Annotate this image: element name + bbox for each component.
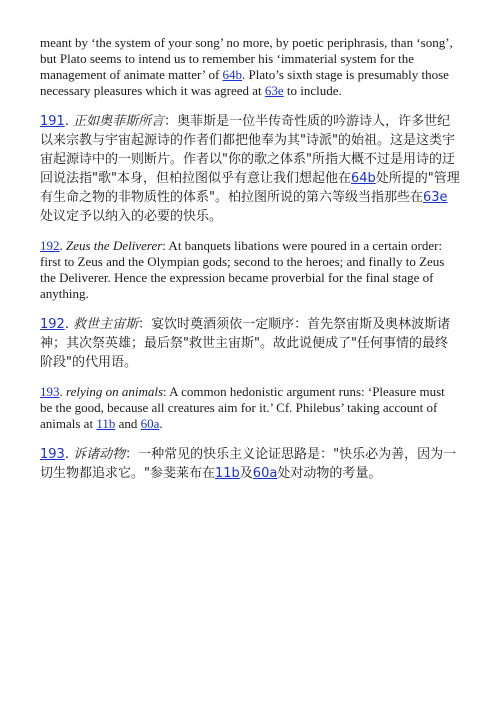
ref-link-63e[interactable]: 63e	[264, 83, 284, 98]
note-separator: .	[59, 238, 66, 253]
note-text-1: ：宴饮时奠酒须依一定顺序：首先祭宙斯及奥林波斯诸神；其次祭英雄；最后祭"救世主宙斯"。故此说便成了"任何事情的最终阶段"的代用语。	[40, 317, 451, 370]
note-text-1: : A common hedonistic argument runs: ‘Pleasure must be the good, because all creatures aim for it.’ Cf. Philebus’ taking account of animals at	[40, 384, 445, 431]
intro-text-2: . Plato’s sixth stage is presumably those necessary pleasures which it was agreed at	[40, 67, 449, 98]
note-193-paragraph-zh	[40, 445, 460, 483]
ref-link-64b[interactable]: 64b	[222, 67, 243, 82]
note-193-paragraph-en	[40, 384, 460, 432]
note-text-2: 及	[239, 466, 253, 481]
note-heading: Zeus the Deliverer	[66, 238, 163, 253]
note-text-1: : At banquets libations were poured in a certain order: first to Zeus and the Olympian gods; second to the heroes; and finally to Zeus the Deliverer. Hence the expression became proverbial for the final stage of anything.	[40, 238, 445, 301]
note-heading: 正如奥菲斯所言	[73, 114, 165, 129]
ref-link-60a[interactable]: 60a	[252, 466, 278, 481]
note-separator: .	[59, 384, 66, 399]
note-text-1: ：一种常见的快乐主义论证思路是："快乐必为善，因为一切生物都追求它。"参斐莱布在	[40, 447, 457, 481]
note-number-link[interactable]: 193	[40, 384, 60, 399]
note-text-3: 处议定予以纳入的必要的快乐。	[40, 209, 223, 224]
ref-link-63e[interactable]: 63e	[422, 190, 448, 205]
ref-link-60a[interactable]: 60a	[140, 416, 160, 431]
note-text-3: .	[159, 416, 163, 431]
note-number-link[interactable]: 191	[40, 114, 65, 129]
note-heading: relying on animals	[66, 384, 164, 399]
note-text-3: 处对动物的考量。	[277, 466, 382, 481]
note-number-link[interactable]: 192	[40, 317, 65, 332]
note-192-paragraph-en	[40, 238, 460, 302]
note-heading: 救世主宙斯	[73, 317, 139, 332]
note-heading: 诉诸动物	[73, 447, 126, 462]
ref-link-11b[interactable]: 11b	[96, 416, 116, 431]
note-191-paragraph-zh	[40, 112, 460, 226]
intro-paragraph-en	[40, 35, 460, 99]
note-separator: .	[64, 447, 74, 462]
note-text-2: and	[115, 416, 141, 431]
ref-link-64b[interactable]: 64b	[350, 171, 376, 186]
note-text-2: 处所提的"管理有生命之物的非物质性的体系"。柏拉图所说的第六等级当指那些在	[40, 171, 460, 205]
ref-link-11b[interactable]: 11b	[214, 466, 240, 481]
intro-text-3: to include.	[283, 83, 342, 98]
intro-text-1: meant by ‘the system of your song’ no more, by poetic periphrasis, than ‘song’, but Plato seems to intend us to remember his ‘immaterial system for the management of animate matter’ of	[40, 35, 453, 82]
note-192-paragraph-zh	[40, 315, 460, 372]
note-number-link[interactable]: 193	[40, 447, 65, 462]
note-text-1: ：奥菲斯是一位半传奇性质的吟游诗人，许多世纪以来宗教与宇宙起源诗的作者们都把他奉为其"诗派"的始祖。这是这类宇宙起源诗中的一则断片。作者以"你的歌之体系"所指大概不过是用诗的迂回说法指"歌"本身，但柏拉图似乎有意让我们想起他在	[40, 114, 455, 186]
note-number-link[interactable]: 192	[40, 238, 60, 253]
note-separator: .	[64, 114, 74, 129]
document-page	[40, 35, 460, 495]
note-separator: .	[64, 317, 74, 332]
